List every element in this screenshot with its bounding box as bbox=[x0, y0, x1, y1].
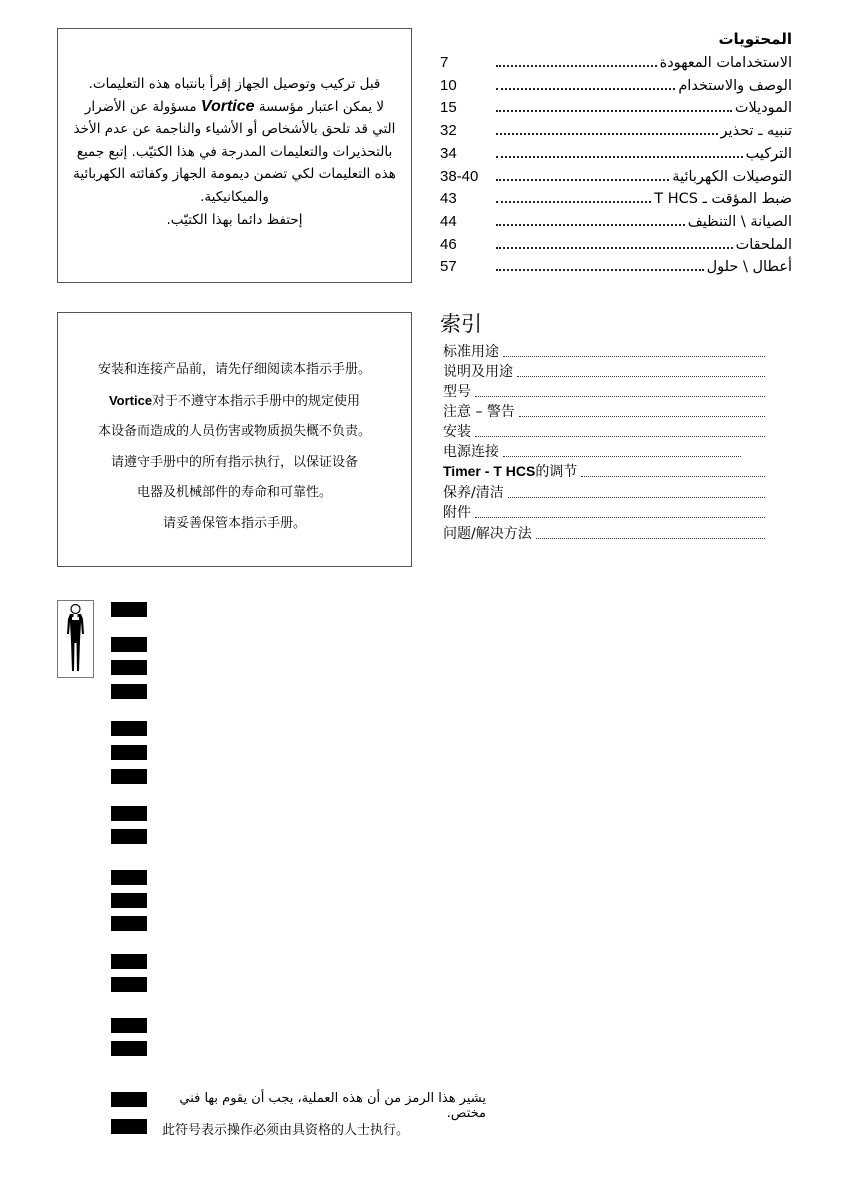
index-item[interactable] bbox=[443, 421, 765, 441]
index-label: 标准用途 bbox=[443, 344, 499, 360]
language-bar bbox=[111, 1018, 147, 1033]
index-item[interactable] bbox=[443, 441, 741, 461]
leader-dots bbox=[496, 247, 733, 249]
toc-page: 34 bbox=[440, 145, 457, 162]
toc-page: 44 bbox=[440, 213, 457, 230]
toc-page: 7 bbox=[440, 54, 449, 71]
leader-dots bbox=[508, 497, 765, 498]
index-label: 问题/解决方法 bbox=[443, 526, 532, 542]
toc-label: الوصف والاستخدام bbox=[678, 78, 792, 94]
warning-box-arabic bbox=[57, 28, 412, 283]
toc-item[interactable] bbox=[440, 143, 792, 163]
index-label: 注意 – 警告 bbox=[443, 404, 515, 420]
toc-page: 32 bbox=[440, 122, 457, 139]
index-label-timer: Timer - T HCS bbox=[443, 463, 536, 479]
zh-line-1: 安装和连接产品前，请先仔细阅读本指示手册。 bbox=[97, 362, 371, 377]
language-bar bbox=[111, 870, 147, 885]
zh-line-3: 本设备而造成的人员伤害或物质损失概不负责。 bbox=[97, 424, 371, 439]
leader-dots bbox=[519, 416, 765, 417]
toc-page: 15 bbox=[440, 99, 457, 116]
leader-dots bbox=[475, 517, 765, 518]
toc-page: 43 bbox=[440, 190, 457, 207]
ar-line-3: مسؤولة عن الأضرار التي قد تلحق بالأشخاص أو الأشياء والناجمة عن عدم الأخذ بالتحذيرات والتعليمات المدرجة في هذا الكتيّب. bbox=[73, 98, 396, 160]
warning-text-arabic bbox=[72, 73, 397, 231]
index-label: 附件 bbox=[443, 505, 471, 521]
ar-line-5: إحتفظ دائما بهذا الكتيّب. bbox=[166, 211, 303, 228]
index-item[interactable] bbox=[443, 401, 765, 421]
language-bar bbox=[111, 602, 147, 617]
zh-line-5: 电器及机械部件的寿命和可靠性。 bbox=[136, 485, 332, 500]
language-bar bbox=[111, 637, 147, 652]
index-label: 说明及用途 bbox=[443, 364, 513, 380]
leader-dots bbox=[496, 224, 685, 226]
index-item[interactable] bbox=[443, 361, 765, 381]
leader-dots bbox=[503, 356, 765, 357]
language-bar bbox=[111, 954, 147, 969]
language-bar bbox=[111, 916, 147, 931]
leader-dots bbox=[503, 456, 741, 457]
toc-label: الموديلات bbox=[734, 100, 792, 116]
index-item[interactable] bbox=[443, 461, 765, 481]
toc-label: الملحقات bbox=[735, 237, 792, 253]
language-bar bbox=[111, 1092, 147, 1107]
technician-figure-icon bbox=[57, 600, 94, 678]
ar-line-2: لا يمكن اعتبار مؤسسة bbox=[258, 98, 385, 115]
toc-label: الصيانة \ التنظيف bbox=[687, 214, 792, 230]
warning-box-chinese bbox=[57, 312, 412, 567]
index-label: 保养/清洁 bbox=[443, 485, 504, 501]
index-label: 安装 bbox=[443, 424, 471, 440]
index-item[interactable] bbox=[443, 341, 765, 361]
language-bar bbox=[111, 769, 147, 784]
brand-name: Vortice bbox=[200, 97, 255, 115]
leader-dots bbox=[496, 269, 704, 271]
language-bar bbox=[111, 829, 147, 844]
index-label-suffix: 的调节 bbox=[535, 464, 578, 480]
language-bar bbox=[111, 977, 147, 992]
index-label: 型号 bbox=[443, 384, 471, 400]
toc-page: 10 bbox=[440, 77, 457, 94]
language-bar bbox=[111, 806, 147, 821]
leader-dots bbox=[496, 65, 657, 67]
toc-label: تنبيه ـ تحذير bbox=[720, 123, 792, 139]
toc-item[interactable] bbox=[440, 188, 792, 208]
zh-line-2 bbox=[58, 386, 411, 418]
toc-item[interactable] bbox=[440, 75, 792, 95]
leader-dots bbox=[581, 476, 765, 477]
language-bar bbox=[111, 893, 147, 908]
language-bar bbox=[111, 1119, 147, 1134]
toc-page: 46 bbox=[440, 236, 457, 253]
index-item[interactable] bbox=[443, 482, 765, 502]
leader-dots bbox=[496, 110, 732, 112]
language-bar bbox=[111, 1041, 147, 1056]
zh-line-2-text: 对于不遵守本指示手册中的规定使用 bbox=[152, 393, 361, 409]
language-bar bbox=[111, 684, 147, 699]
language-bar bbox=[111, 660, 147, 675]
leader-dots bbox=[496, 133, 718, 135]
toc-label: التركيب bbox=[745, 146, 792, 162]
toc-item[interactable] bbox=[440, 211, 792, 231]
leader-dots bbox=[536, 538, 765, 539]
index-item[interactable] bbox=[443, 381, 765, 401]
index-item[interactable] bbox=[443, 502, 765, 522]
toc-item[interactable] bbox=[440, 256, 792, 276]
toc-page: 38-40 bbox=[440, 168, 479, 185]
technician-figure-svg bbox=[58, 601, 93, 677]
toc-item[interactable] bbox=[440, 52, 792, 72]
language-bar bbox=[111, 721, 147, 736]
brand-name: Vortice bbox=[108, 392, 153, 408]
toc-item[interactable] bbox=[440, 234, 792, 254]
leader-dots bbox=[496, 156, 743, 158]
leader-dots bbox=[517, 376, 765, 377]
zh-line-6: 请妥善保管本指示手册。 bbox=[162, 515, 306, 531]
language-bar bbox=[111, 745, 147, 760]
toc-label: التوصيلات الكهربائية bbox=[672, 169, 792, 185]
index-label: 电源连接 bbox=[443, 444, 499, 460]
ar-line-4: إتبع جميع هذه التعليمات لكي تضمن ديمومة الجهاز وكفائته الكهربائية والميكانيكية. bbox=[73, 143, 396, 205]
leader-dots bbox=[496, 179, 669, 181]
toc-item[interactable] bbox=[440, 120, 792, 140]
leader-dots bbox=[496, 201, 651, 203]
toc-label: ضبط المؤقت ـ T HCS bbox=[654, 191, 792, 207]
leader-dots bbox=[475, 396, 765, 397]
toc-label: الاستخدامات المعهودة bbox=[659, 55, 792, 71]
zh-line-4: 请遵守手册中的所有指示执行，以保证设备 bbox=[110, 454, 358, 470]
toc-page: 57 bbox=[440, 258, 457, 275]
symbol-note-chinese: 此符号表示操作必须由具资格的人士执行。 bbox=[162, 1123, 410, 1138]
ar-line-1: قبل تركيب وتوصيل الجهاز إقرأ بانتباه هذه التعليمات. bbox=[88, 76, 381, 92]
index-item[interactable] bbox=[443, 523, 765, 543]
index-title-chinese: 索引 bbox=[440, 312, 482, 336]
leader-dots bbox=[496, 88, 675, 90]
index-label bbox=[443, 461, 577, 481]
leader-dots bbox=[475, 436, 765, 437]
toc-item[interactable] bbox=[440, 97, 792, 117]
warning-text-chinese bbox=[58, 355, 411, 539]
toc-title-arabic: المحتويات bbox=[718, 30, 792, 48]
symbol-note-arabic: يشير هذا الرمز من أن هذه العملية، يجب أن يقوم بها فني مختص. bbox=[179, 1091, 486, 1121]
toc-item[interactable] bbox=[440, 166, 792, 186]
toc-label: أعطال \ حلول bbox=[706, 259, 792, 275]
